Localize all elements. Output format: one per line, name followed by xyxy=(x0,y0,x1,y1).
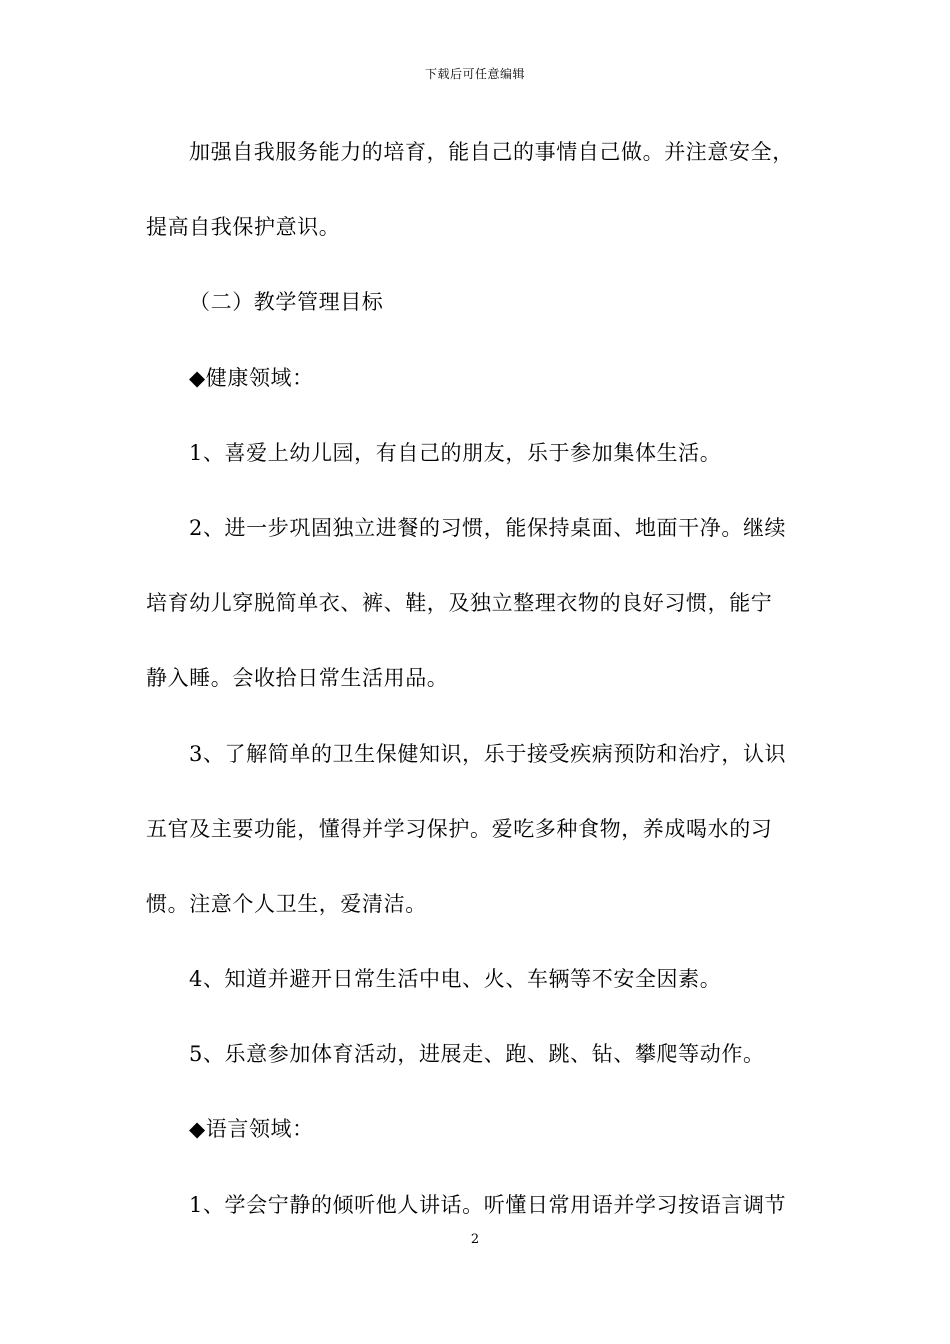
paragraph-line: 加强自我服务能力的培育，能自己的事情自己做。并注意安全， xyxy=(189,140,794,164)
paragraph-line: 提高自我保护意识。 xyxy=(146,215,341,240)
domain-heading: ◆健康领域： xyxy=(189,365,314,390)
list-item: 2、进一步巩固独立进餐的习惯，能保持桌面、地面干净。继续 xyxy=(189,515,787,540)
list-item: 5、乐意参加体育活动，进展走、跑、跳、钻、攀爬等动作。 xyxy=(189,1042,765,1067)
page-header: 下载后可任意编辑 xyxy=(424,67,525,81)
paragraph-line: 静入睡。会收拾日常生活用品。 xyxy=(146,666,449,691)
domain-heading: ◆语言领域： xyxy=(189,1117,314,1142)
list-item: 4、知道并避开日常生活中电、火、车辆等不安全因素。 xyxy=(189,967,722,992)
paragraph-line: 惯。注意个人卫生，爱清洁。 xyxy=(146,891,427,916)
document-body xyxy=(146,130,826,1258)
list-item: 3、了解简单的卫生保健知识，乐于接受疾病预防和治疗，认识 xyxy=(189,741,787,766)
paragraph-line: 培育幼儿穿脱简单衣、裤、鞋，及独立整理衣物的良好习惯，能宁 xyxy=(146,591,773,616)
paragraph-line: 五官及主要功能，懂得并学习保护。爱吃多种食物，养成喝水的习 xyxy=(146,816,773,841)
page-number: 2 xyxy=(470,1232,480,1247)
list-item: 1、喜爱上幼儿园，有自己的朋友，乐于参加集体生活。 xyxy=(189,440,722,465)
section-heading: （二）教学管理目标 xyxy=(189,290,384,315)
list-item: 1、学会宁静的倾听他人讲话。听懂日常用语并学习按语言调节 xyxy=(189,1192,787,1217)
